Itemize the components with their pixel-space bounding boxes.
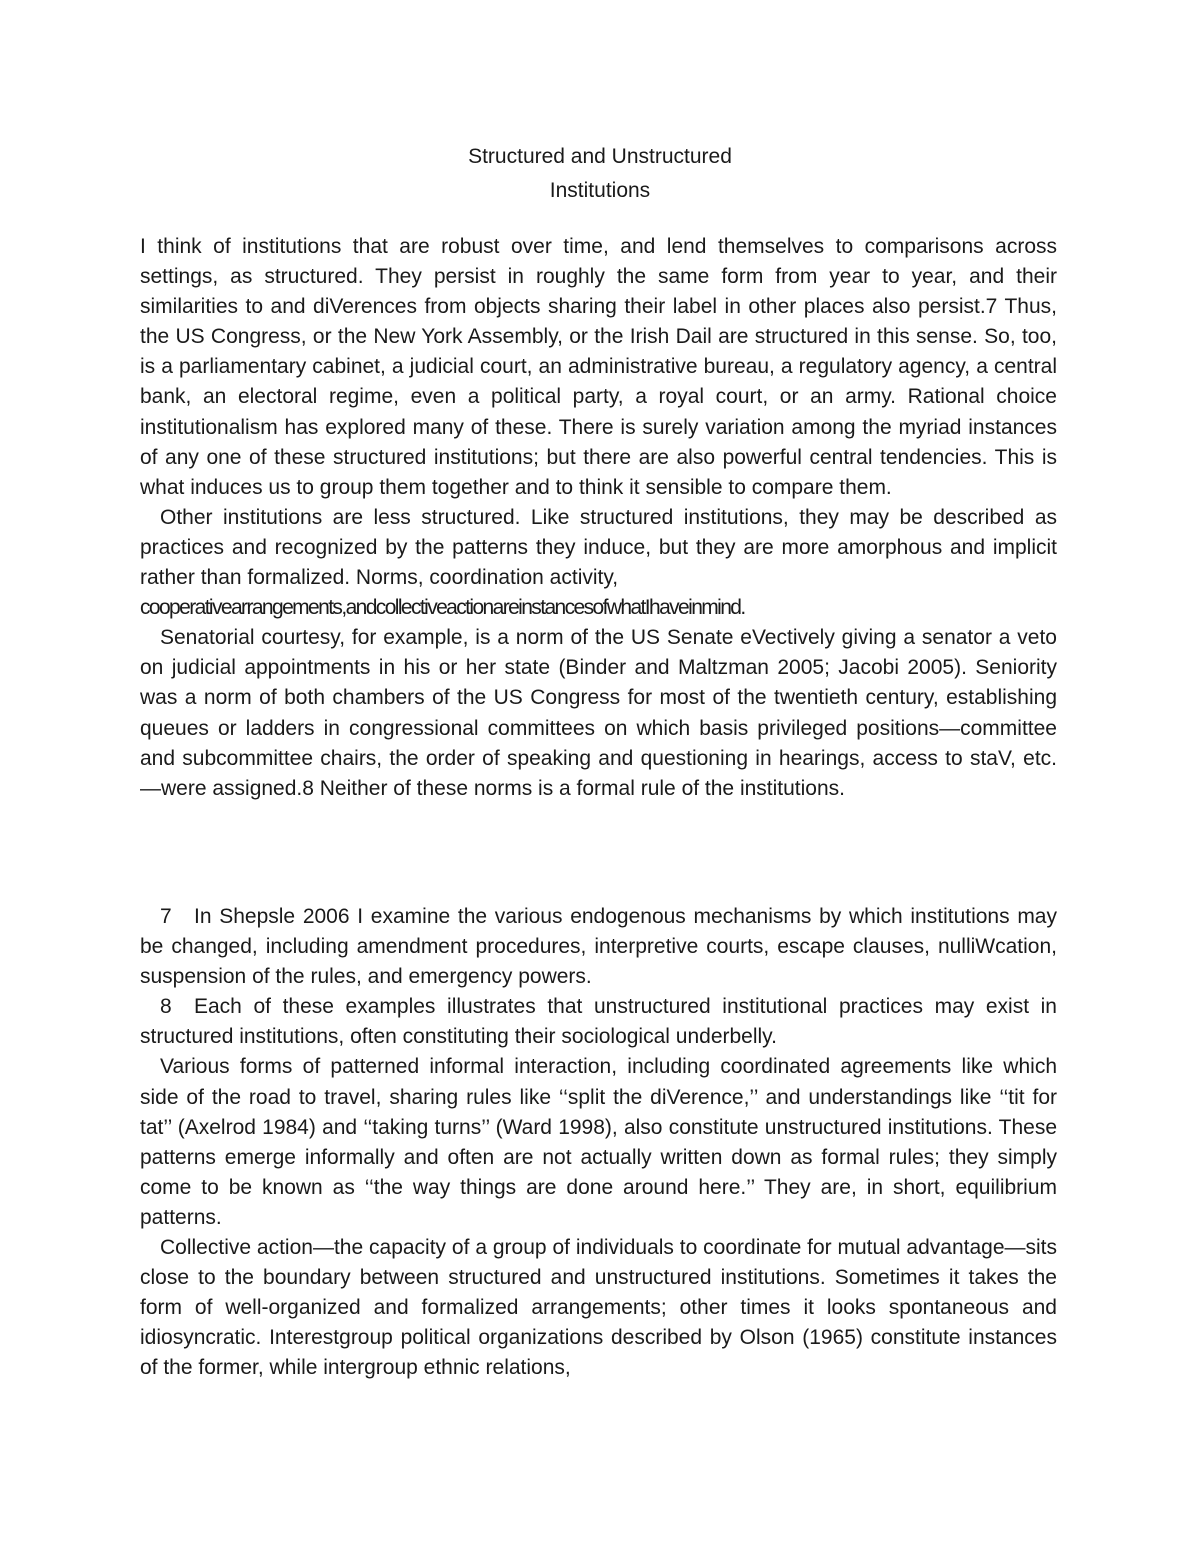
title-line-1: Structured and Unstructured xyxy=(468,145,732,168)
paragraph-unstructured-continued: cooperativearrangements,andcollectiveactionareinstancesofwhatIhaveinmind. xyxy=(140,596,745,620)
footnotes-section xyxy=(140,902,1057,1384)
paragraph-patterned-interaction: Various forms of patterned informal interaction, including coordinated agreements like which side of the road to travel, sharing rules like ‘‘split the diVerence,’’ and understandings like ‘‘tit for tat’’ (Axelrod 1984) and ‘‘taking turns’’ (Ward 1998), also constitute unstructured institutions. These patterns emerge informally and often are not actually written down as formal rules; they simply come to be known as ‘‘the way things are done around here.’’ They are, in short, equilibrium patterns. xyxy=(140,1055,1057,1229)
footnote xyxy=(140,992,1057,1052)
paragraph-unstructured: Other institutions are less structured. Like structured institutions, they may be described as practices and recognized by the patterns they induce, but they are more amorphous and implicit rather than formalized. Norms, coordination activity, xyxy=(140,505,1057,590)
title-line-2: Institutions xyxy=(549,179,651,202)
footnote-text: Each of these examples illustrates that unstructured institutional practices may exist in structured institutions, often constituting their sociological underbelly. xyxy=(140,995,1057,1049)
footnote-number: 8 xyxy=(160,995,172,1019)
footnote-text: In Shepsle 2006 I examine the various endogenous mechanisms by which institutions may be changed, including amendment procedures, interpretive courts, escape clauses, nulliWcation, suspension of the rules, and emergency powers. xyxy=(140,905,1057,989)
footnote-number: 7 xyxy=(160,905,172,928)
paragraph-collective-action: Collective action—the capacity of a group of individuals to coordinate for mutual advantage—sits close to the boundary between structured and unstructured institutions. Sometimes it takes the form of well-organized and formalized arrangements; other times it looks spontaneous and idiosyncratic. Interestgroup political organizations described by Olson (1965) constitute instances of the former, while intergroup ethnic relations, xyxy=(140,1236,1057,1380)
paragraph-senatorial-courtesy: Senatorial courtesy, for example, is a norm of the US Senate eVectively giving a senator a veto on judicial appointments in his or her state (Binder and Maltzman 2005; Jacobi 2005). Seniority was a norm of both chambers of the US Congress for most of the twentieth century, establishing queues or ladders in congressional committees on which basis privileged positions—committee and subcommittee chairs, the order of speaking and questioning in hearings, access to staV, etc.—were assigned.8 Neither of these norms is a formal rule of the institutions. xyxy=(140,626,1057,800)
page-title xyxy=(0,140,1200,208)
body-text xyxy=(140,232,1057,804)
paragraph-structured: I think of institutions that are robust over time, and lend themselves to comparisons across settings, as structured. They persist in roughly the same form from year to year, and their similarities to and diVerences from objects sharing their label in other places also persist.7 Thus, the US Congress, or the New York Assembly, or the Irish Dail are structured in this sense. So, too, is a parliamentary cabinet, a judicial court, an administrative bureau, a regulatory agency, a central bank, an electoral regime, even a political party, a royal court, or an army. Rational choice institutionalism has explored many of these. There is surely variation among the myriad instances of any one of these structured institutions; but there are also powerful central tendencies. This is what induces us to group them together and to think it sensible to compare them. xyxy=(140,235,1057,499)
footnote xyxy=(140,902,1057,992)
